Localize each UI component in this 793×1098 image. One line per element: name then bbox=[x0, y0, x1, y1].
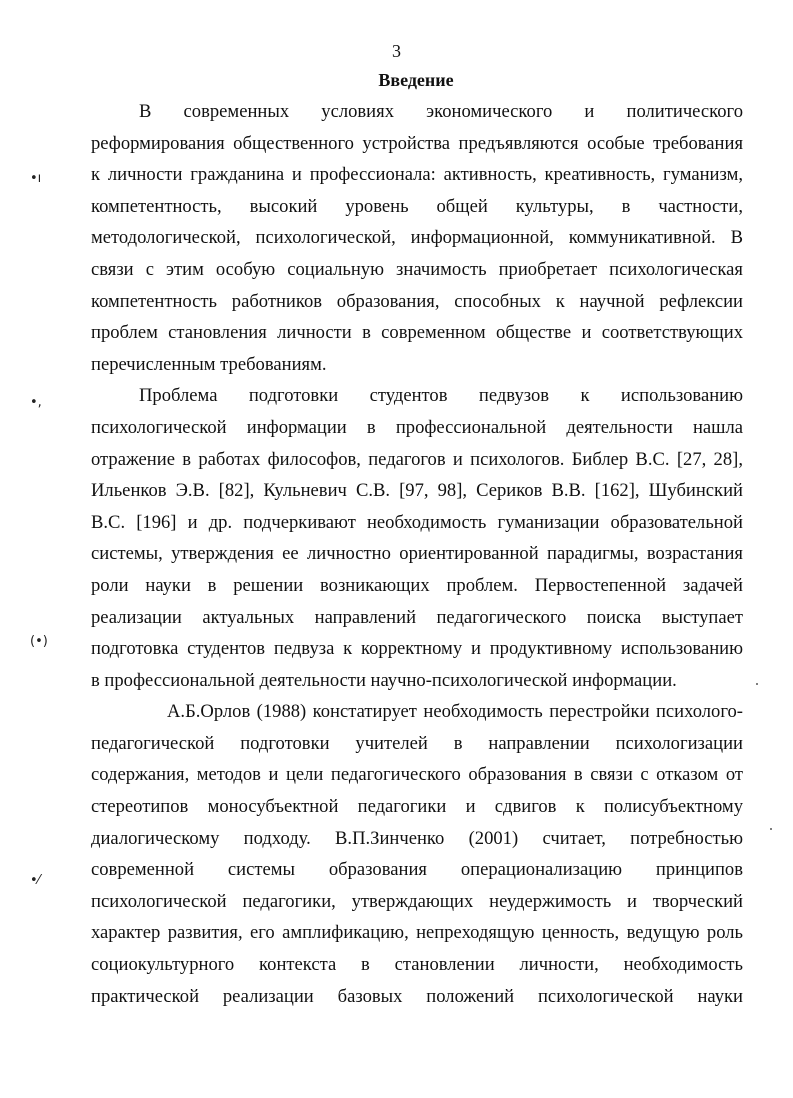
text-line: социокультурного контекста в становлении личности, необходимость bbox=[91, 954, 743, 976]
text-line: компетентность работников образования, способных к научной рефлексии bbox=[91, 290, 743, 312]
text-line: психологической педагогики, утверждающих неудержимость и творческий bbox=[91, 890, 743, 912]
text-line: педагогической подготовки учителей в направлении психологизации bbox=[91, 732, 743, 754]
text-line: подготовка студентов педвуза к корректному и продуктивному использованию bbox=[91, 638, 743, 660]
text-line: характер развития, его амплификацию, непреходящую ценность, ведущую роль bbox=[91, 922, 743, 944]
text-line: проблем становления личности в современном обществе и соответствующих bbox=[91, 322, 743, 344]
text-line: роли науки в решении возникающих проблем. Первостепенной задачей bbox=[91, 574, 743, 596]
text-line: В.С. [196] и др. подчеркивают необходимость гуманизации образовательной bbox=[91, 511, 743, 533]
text-line: стереотипов моносубъектной педагогики и сдвигов к полисубъектному bbox=[91, 796, 743, 818]
margin-mark-icon: (•) bbox=[30, 634, 48, 649]
text-line: содержания, методов и цели педагогического образования в связи с отказом от bbox=[91, 764, 743, 786]
margin-mark-icon: •⁄ bbox=[30, 873, 40, 888]
text-line: в профессиональной деятельности научно-психологической информации. bbox=[91, 669, 677, 691]
text-line: компетентность, высокий уровень общей культуры, в частности, bbox=[91, 195, 743, 217]
text-line: А.Б.Орлов (1988) констатирует необходимость перестройки психолого- bbox=[167, 701, 743, 723]
section-title: Введение bbox=[378, 70, 454, 90]
document-body bbox=[91, 96, 743, 1012]
text-line: перечисленным требованиям. bbox=[91, 353, 327, 375]
text-line: реформирования общественного устройства предъявляются особые требования bbox=[91, 132, 743, 154]
margin-mark-icon: •ı bbox=[30, 171, 42, 186]
text-line: отражение в работах философов, педагогов и психологов. Библер В.С. [27, 28], bbox=[91, 448, 743, 470]
text-line: к личности гражданина и профессионала: активность, креативность, гуманизм, bbox=[91, 164, 743, 186]
text-line: диалогическому подходу. В.П.Зинченко (2001) считает, потребностью bbox=[91, 827, 743, 849]
text-line: методологической, психологической, информационной, коммуникативной. В bbox=[91, 227, 743, 249]
paragraph-2 bbox=[91, 380, 743, 696]
text-line: Проблема подготовки студентов педвузов к использованию bbox=[139, 385, 743, 407]
text-line: связи с этим особую социальную значимость приобретает психологическая bbox=[91, 258, 743, 280]
text-line: психологической информации в профессиональной деятельности нашла bbox=[91, 416, 743, 438]
text-line: Ильенков Э.В. [82], Кульневич С.В. [97, 98], Сериков В.В. [162], Шубинский bbox=[91, 480, 743, 502]
paragraph-1 bbox=[91, 96, 743, 380]
scan-speck bbox=[770, 828, 772, 830]
page-number: 3 bbox=[392, 41, 401, 61]
text-line: системы, утверждения ее личностно ориентированной парадигмы, возрастания bbox=[91, 543, 743, 565]
text-line: практической реализации базовых положений психологической науки bbox=[91, 985, 743, 1007]
text-line: В современных условиях экономического и политического bbox=[139, 101, 743, 122]
paragraph-3 bbox=[91, 696, 743, 1012]
margin-mark-icon: •, bbox=[30, 395, 42, 410]
scan-speck bbox=[756, 683, 758, 685]
text-line: реализации актуальных направлений педагогического поиска выступает bbox=[91, 606, 743, 628]
text-line: современной системы образования операционализацию принципов bbox=[91, 859, 743, 881]
